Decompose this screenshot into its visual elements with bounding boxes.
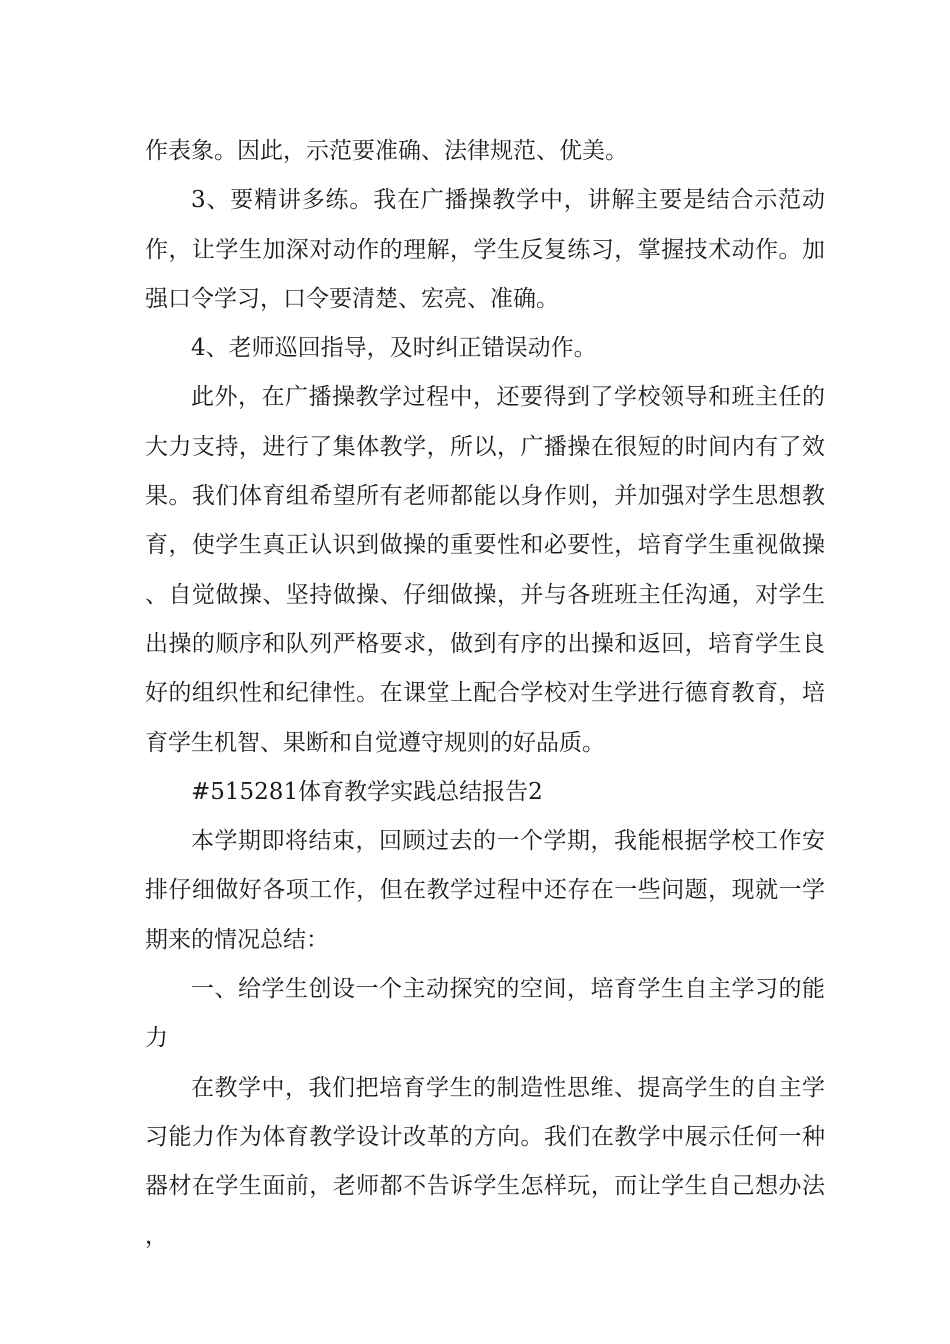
paragraph-5: 本学期即将结束，回顾过去的一个学期，我能根据学校工作安排仔细做好各项工作，但在教学过程中还存在一些问题，现就一学期来的情况总结： [145, 828, 825, 953]
section-heading: #515281体育教学实践总结报告2 [191, 778, 543, 805]
paragraph-2: 3、要精讲多练。我在广播操教学中，讲解主要是结合示范动作，让学生加深对动作的理解，学生反复练习，掌握技术动作。加强口令学习，口令要清楚、宏亮、准确。 [145, 187, 825, 312]
paragraph-4: 此外，在广播操教学过程中，还要得到了学校领导和班主任的大力支持，进行了集体教学，所以，广播操在很短的时间内有了效果。我们体育组希望所有老师都能以身作则，并加强对学生思想教育，使学生真正认识到做操的重要性和必要性，培育学生重视做操、自觉做操、坚持做操、仔细做操，并与各班班主任沟通，对学生出操的顺序和队列严格要求，做到有序的出操和返回，培育学生良好的组织性和纪律性。在课堂上配合学校对生学进行德育教育，培育学生机智、果断和自觉遵守规则的好品质。 [145, 384, 825, 756]
paragraph-6: 在教学中，我们把培育学生的制造性思维、提高学生的自主学习能力作为体育教学设计改革的方向。我们在教学中展示任何一种器材在学生面前，老师都不告诉学生怎样玩，而让学生自己想办法， [145, 1074, 825, 1249]
document-body [145, 127, 825, 1261]
paragraph-3: 4、老师巡回指导，及时纠正错误动作。 [191, 335, 597, 362]
subsection-heading: 一、给学生创设一个主动探究的空间，培育学生自主学习的能力 [145, 976, 825, 1052]
paragraph-1: 作表象。因此，示范要准确、法律规范、优美。 [145, 138, 628, 164]
